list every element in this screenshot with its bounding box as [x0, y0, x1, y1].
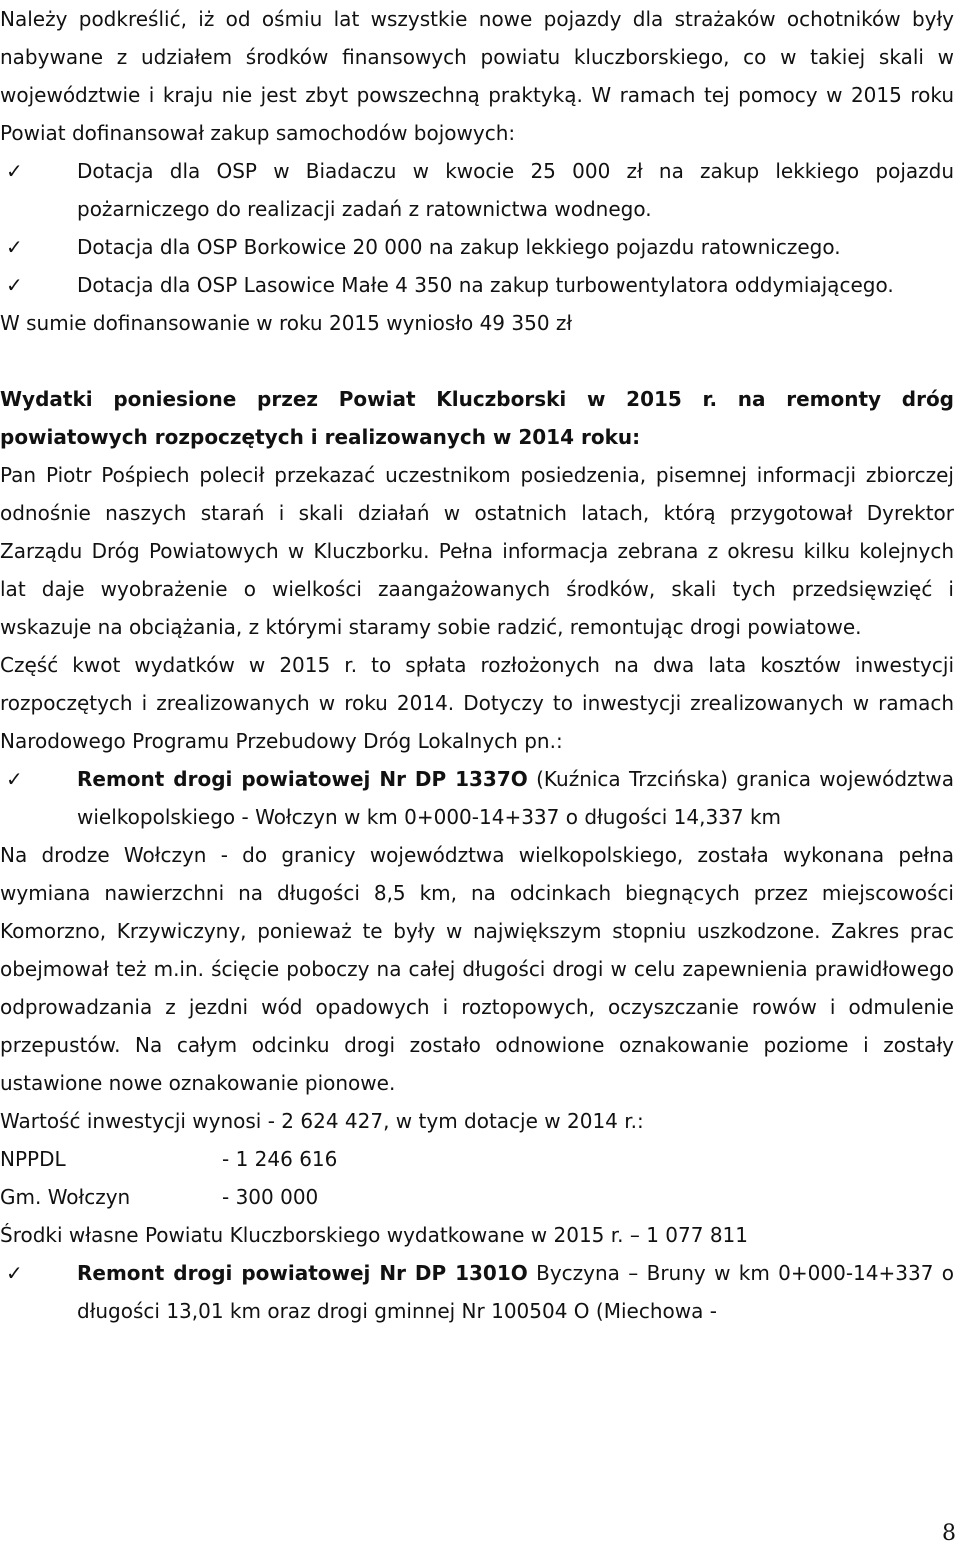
list-item — [0, 228, 954, 266]
check-icon: ✓ — [6, 767, 23, 791]
road-description: (Kuźnica Trzcińska) granica województwa wielkopolskiego - Wołczyn w km 0+000-14+337 o długości 14,337 km — [77, 767, 954, 829]
list-item-text: Dotacja dla OSP w Biadaczu w kwocie 25 000 zł na zakup lekkiego pojazdu pożarniczego do realizacji zadań z ratownictwa wodnego. — [77, 159, 954, 221]
paragraph: Część kwot wydatków w 2015 r. to spłata rozłożonych na dwa lata kosztów inwestycji rozpoczętych i zrealizowanych w roku 2014. Dotyczy to inwestycji zrealizowanych w ramach Narodowego Programu Przebudowy Dróg Lokalnych pn.: — [0, 653, 954, 753]
own-funds: Środki własne Powiatu Kluczborskiego wydatkowane w 2015 r. – 1 077 811 — [0, 1223, 748, 1247]
check-icon: ✓ — [6, 235, 23, 259]
investment-value: Wartość inwestycji wynosi - 2 624 427, w tym dotacje w 2014 r.: — [0, 1109, 644, 1133]
list-item — [0, 266, 954, 304]
funding-source: Gm. Wołczyn — [0, 1185, 131, 1209]
funding-amount: - 1 246 616 — [222, 1147, 338, 1171]
spacer — [0, 342, 954, 380]
section-heading: Wydatki poniesione przez Powiat Kluczborski w 2015 r. na remonty dróg powiatowych rozpoczętych i realizowanych w 2014 roku: — [0, 387, 954, 449]
paragraph: Na drodze Wołczyn - do granicy województwa wielkopolskiego, została wykonana pełna wymiana nawierzchni na długości 8,5 km, na odcinkach biegnących przez miejscowości Komorzno, Krzywiczyny, ponieważ te były w największym stopniu uszkodzone. Zakres prac obejmował też m.in. ścięcie poboczy na całej długości drogi w celu zapewnienia prawidłowego odprowadzania z jezdni wód opadowych i roztopowych, oczyszczanie rowów i odmulenie przepustów. Na całym odcinku drogi zostało odnowione oznakowanie poziome i zostały ustawione nowe oznakowanie pionowe. — [0, 843, 954, 1095]
check-icon: ✓ — [6, 159, 23, 183]
funding-row — [0, 1140, 954, 1178]
paragraph: Pan Piotr Pośpiech polecił przekazać uczestnikom posiedzenia, pisemnej informacji zbiorczej odnośnie naszych starań i skali działań w ostatnich latach, którą przygotował Dyrektor Zarządu Dróg Powiatowych w Kluczborku. Pełna informacja zebrana z okresu kilku kolejnych lat daje wyobrażenie o wielkości zaangażowanych środków, skali tych przedsięwzięć i wskazuje na obciążania, z którymi staramy sobie radzić, remontując drogi powiatowe. — [0, 463, 954, 639]
check-icon: ✓ — [6, 1261, 23, 1285]
intro-paragraph: Należy podkreślić, iż od ośmiu lat wszystkie nowe pojazdy dla strażaków ochotników były nabywane z udziałem środków finansowych powiatu kluczborskiego, co w takiej skali w województwie i kraju nie jest zbyt powszechną praktyką. W ramach tej pomocy w 2015 roku Powiat dofinansował zakup samochodów bojowych: — [0, 7, 954, 145]
funding-amount: - 300 000 — [222, 1185, 319, 1209]
road-title: Remont drogi powiatowej Nr DP 1337O — [77, 767, 528, 791]
check-icon: ✓ — [6, 273, 23, 297]
subsidy-list — [0, 152, 954, 304]
road-title: Remont drogi powiatowej Nr DP 1301O — [77, 1261, 528, 1285]
list-item — [0, 1254, 954, 1330]
list-item-text: Dotacja dla OSP Lasowice Małe 4 350 na zakup turbowentylatora oddymiającego. — [77, 273, 894, 297]
funding-row — [0, 1178, 954, 1216]
list-item-text: Dotacja dla OSP Borkowice 20 000 na zakup lekkiego pojazdu ratowniczego. — [77, 235, 841, 259]
funding-source: NPPDL — [0, 1147, 66, 1171]
road-list-b — [0, 1254, 954, 1330]
page-number: 8 — [942, 1521, 956, 1546]
list-item — [0, 760, 954, 836]
road-list-a — [0, 760, 954, 836]
list-item — [0, 152, 954, 228]
sum-line: W sumie dofinansowanie w roku 2015 wyniosło 49 350 zł — [0, 311, 573, 335]
road-description: Byczyna – Bruny w km 0+000-14+337 o długości 13,01 km oraz drogi gminnej Nr 100504 O (Miechowa - — [77, 1261, 954, 1323]
